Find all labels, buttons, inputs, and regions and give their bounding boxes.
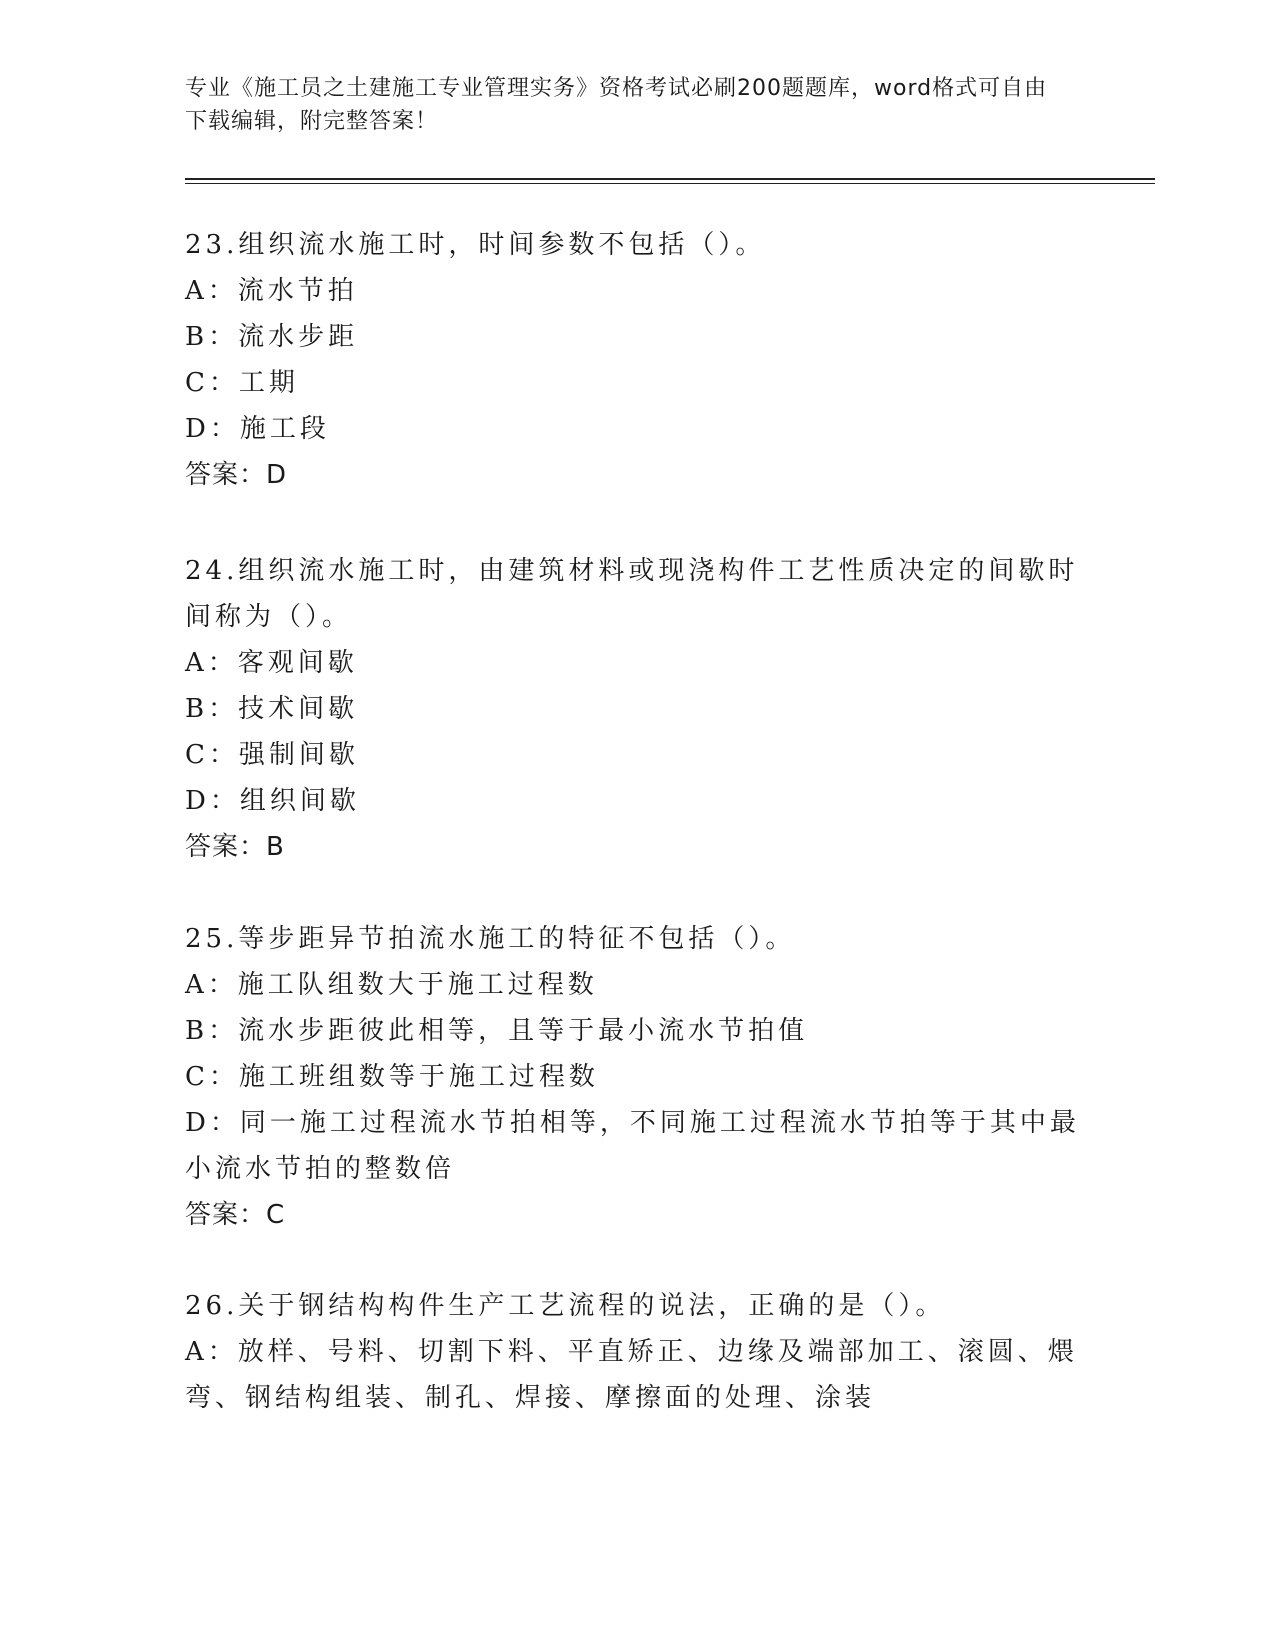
- option-d: D：施工段: [185, 414, 330, 444]
- question-stem: 25.等步距异节拍流水施工的特征不包括（）。: [185, 924, 796, 954]
- header-divider-thin: [185, 183, 1155, 184]
- question-stem: 26.关于钢结构构件生产工艺流程的说法，正确的是（）。: [185, 1291, 946, 1321]
- answer-label: 答案：D: [185, 460, 288, 490]
- option-d: D：同一施工过程流水节拍相等，不同施工过程流水节拍等于其中最小流水节拍的整数倍: [185, 1108, 1080, 1184]
- option-d: D：组织间歇: [185, 786, 360, 816]
- option-c: C：强制间歇: [185, 740, 359, 770]
- option-a: A：流水节拍: [185, 276, 358, 306]
- question-24: [185, 548, 1085, 870]
- option-c: C：工期: [185, 368, 299, 398]
- option-a: A：施工队组数大于施工过程数: [185, 970, 598, 1000]
- question-25: [185, 916, 1085, 1238]
- answer-label: 答案：B: [185, 832, 285, 862]
- question-stem: 24.组织流水施工时，由建筑材料或现浇构件工艺性质决定的间歇时间称为（）。: [185, 556, 1079, 632]
- option-b: B：流水步距彼此相等，且等于最小流水节拍值: [185, 1016, 809, 1046]
- question-26: [185, 1283, 1085, 1421]
- question-stem: 23.组织流水施工时，时间参数不包括（）。: [185, 230, 766, 260]
- header-divider-thick: [185, 178, 1155, 180]
- question-23: [185, 222, 1085, 498]
- document-header: [185, 72, 1065, 138]
- header-title: 专业《施工员之土建施工专业管理实务》资格考试必刷200题题库，word格式可自由下载编辑，附完整答案！: [185, 76, 1048, 134]
- option-b: B：流水步距: [185, 322, 359, 352]
- option-a: A：放样、号料、切割下料、平直矫正、边缘及端部加工、滚圆、煨弯、钢结构组装、制孔、焊接、摩擦面的处理、涂装: [185, 1337, 1078, 1413]
- option-a: A：客观间歇: [185, 648, 358, 678]
- option-c: C：施工班组数等于施工过程数: [185, 1062, 599, 1092]
- answer-label: 答案：C: [185, 1200, 286, 1230]
- option-b: B：技术间歇: [185, 694, 359, 724]
